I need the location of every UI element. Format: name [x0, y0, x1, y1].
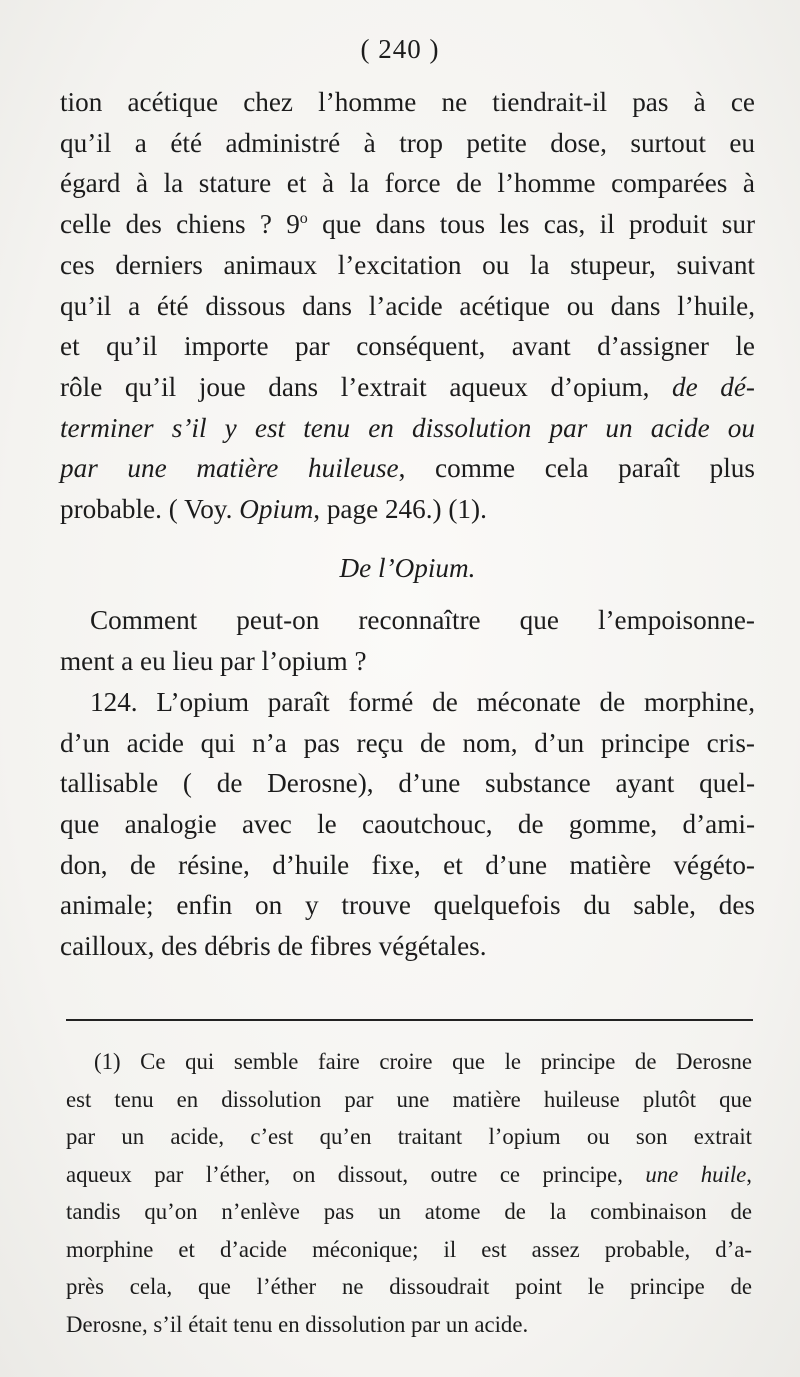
footnote-line: est tenu en dissolution par une matière huileuse plutôt que	[66, 1086, 752, 1112]
italic-fragment: une huile	[645, 1161, 747, 1187]
italic-fragment: par une matière huileuse	[60, 453, 399, 484]
footnote-line: tandis qu’on n’enlève pas un atome de la combinaison de	[66, 1199, 752, 1224]
italic-fragment: de dé-	[672, 371, 755, 402]
footnote-divider	[66, 1019, 753, 1021]
page-number: ( 240 )	[360, 34, 440, 64]
section-heading: De l’Opium.	[339, 552, 476, 583]
text-line: cailloux, des débris de fibres végétales.	[60, 931, 487, 962]
text-line: et qu’il importe par conséquent, avant d’assigner le	[60, 331, 755, 362]
text-line: d’un acide qui n’a pas reçu de nom, d’un principe cris-	[60, 727, 755, 758]
footnote-line: Derosne, s’il était tenu en dissolution par un acide.	[66, 1311, 529, 1337]
footnote-line: (1) Ce qui semble faire croire que le principe de Derosne	[94, 1049, 752, 1074]
footnote-line: par un acide, c’est qu’en traitant l’opium ou son extrait	[66, 1124, 752, 1149]
footnote-line: près cela, que l’éther ne dissoudrait point le principe de	[66, 1274, 752, 1299]
text-line: que analogie avec le caoutchouc, de gomme, d’ami-	[60, 808, 755, 839]
text-line: qu’il a été administré à trop petite dose, surtout eu	[60, 127, 755, 158]
text-fragment: , comme cela paraît plus	[398, 453, 755, 484]
text-line	[60, 448, 755, 489]
text-fragment: probable. ( Voy.	[60, 494, 233, 525]
text-line	[60, 408, 755, 449]
text-fragment: celle des chiens ?	[60, 209, 272, 240]
text-line: don, de résine, d’huile fixe, et d’une matière végéto-	[60, 849, 755, 880]
footnote	[66, 1043, 752, 1343]
text-line: ment a eu lieu par l’opium ?	[60, 646, 367, 677]
main-text	[60, 82, 755, 967]
text-line: tion acétique chez l’homme ne tiendrait-il pas à ce	[60, 87, 755, 117]
text-line: égard à la stature et à la force de l’homme comparées à	[60, 168, 755, 199]
text-line: 124. L’opium paraît formé de méconate de morphine,	[90, 686, 755, 717]
italic-fragment: Opium	[239, 494, 314, 525]
italic-fragment: terminer s’il y est tenu en dissolution par un acide ou	[60, 412, 755, 443]
footnote-line: morphine et d’acide méconique; il est assez probable, d’a-	[66, 1236, 752, 1262]
text-fragment: aqueux par l’éther, on dissout, outre ce principe,	[66, 1161, 623, 1187]
text-line: tallisable ( de Derosne), d’une substance ayant quel-	[60, 768, 755, 799]
text-line: animale; enfin on y trouve quelquefois du sable, des	[60, 890, 755, 921]
text-line	[60, 204, 755, 245]
text-line: Comment peut-on reconnaître que l’empoisonne-	[90, 605, 755, 636]
text-fragment: rôle qu’il joue dans l’extrait aqueux d’opium,	[60, 371, 650, 402]
text-line: ces derniers animaux l’excitation ou la stupeur, suivant	[60, 249, 755, 280]
text-line: qu’il a été dissous dans l’acide acétique ou dans l’huile,	[60, 290, 755, 321]
text-line	[60, 367, 755, 408]
text-line	[60, 489, 755, 530]
text-fragment: , page 246.) (1).	[313, 494, 487, 525]
ordinal-superscript: o	[299, 210, 308, 228]
footnote-line	[66, 1156, 752, 1194]
ordinal-number: 9	[286, 209, 300, 240]
text-fragment: que dans tous les cas, il produit sur	[322, 209, 755, 240]
text-fragment: ,	[746, 1161, 752, 1187]
